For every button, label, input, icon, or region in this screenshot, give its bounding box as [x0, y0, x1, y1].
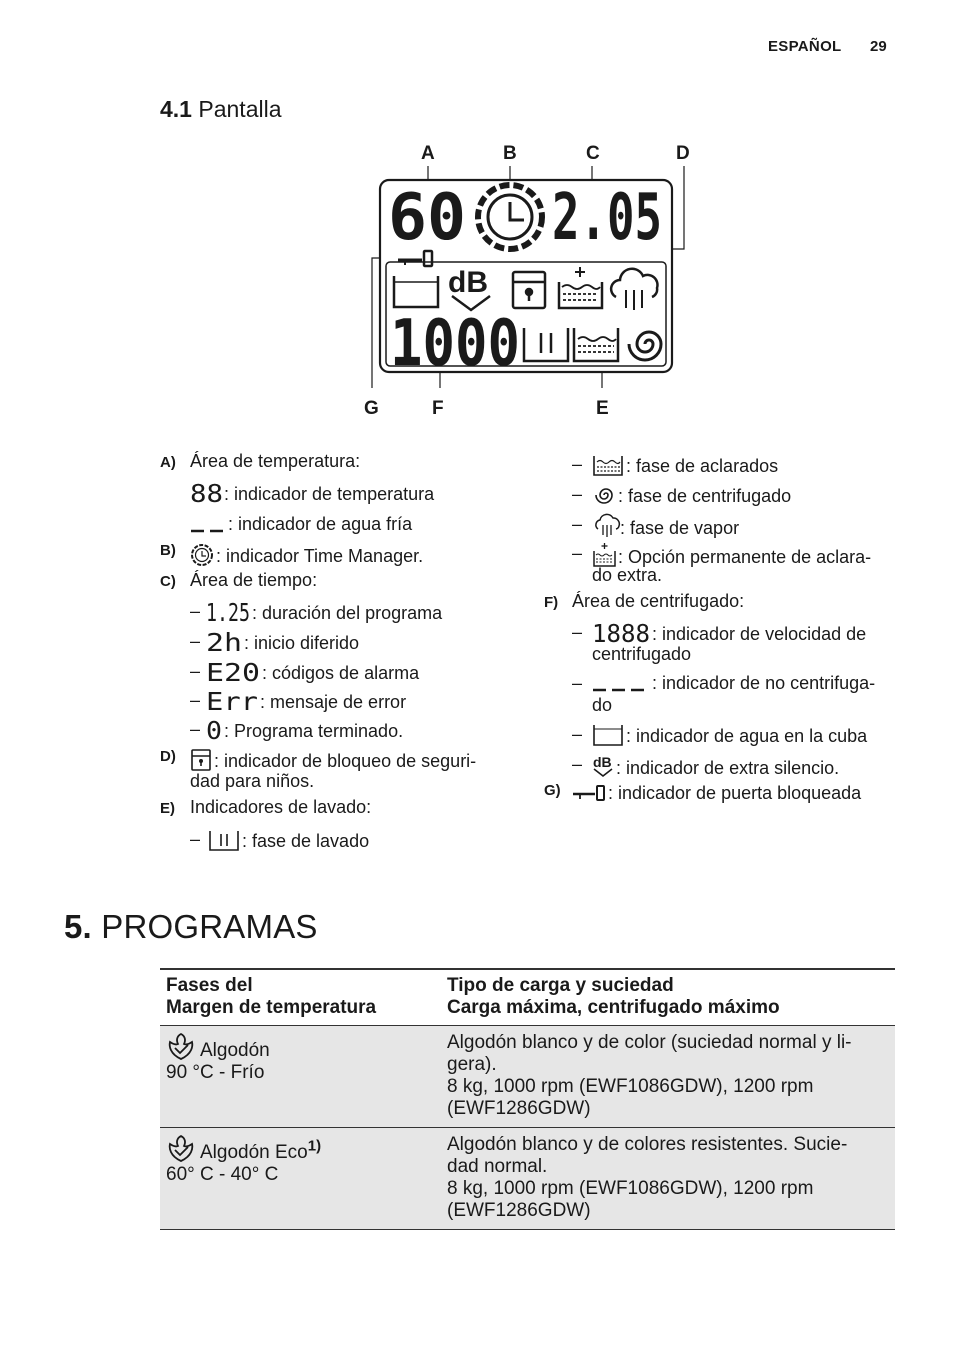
label-g: G — [364, 398, 379, 419]
time-digits: 2.05 — [552, 181, 662, 255]
page-number: 29 — [870, 38, 887, 55]
no-spin-icon — [592, 674, 652, 694]
header-language: ESPAÑOL — [768, 38, 842, 55]
spin-phase-small-icon — [592, 483, 618, 507]
footnote-marker: 1) — [307, 1137, 322, 1155]
legend-key-g: G) — [544, 782, 561, 799]
legend-f3: : indicador de agua en la cuba — [592, 723, 867, 747]
svg-text:dB: dB — [593, 754, 612, 770]
legend-b1: : indicador Time Manager. — [190, 543, 423, 567]
legend-f1: 1888 : indicador de velocidad de — [592, 619, 867, 648]
extra-silent-db-text: dB — [448, 266, 488, 299]
legend-e5-cont: do extra. — [592, 565, 663, 585]
label-b: B — [503, 143, 517, 164]
svg-text:E20: E20 — [206, 658, 260, 687]
label-f: F — [432, 398, 444, 419]
svg-text:Err: Err — [206, 687, 258, 716]
legend-c-title: Área de tiempo: — [190, 570, 318, 590]
label-c: C — [586, 143, 600, 164]
legend-g1: : indicador de puerta bloqueada — [572, 782, 861, 804]
legend-f2-cont: do — [592, 695, 613, 715]
program-cell — [160, 1026, 441, 1128]
legend-a2: : indicador de agua fría — [190, 513, 412, 535]
legend-c4: Err : mensaje de error — [206, 687, 407, 716]
table-row — [160, 1128, 895, 1230]
program-name: Algodón Eco — [200, 1142, 308, 1163]
legend-key-d: D) — [160, 748, 176, 765]
rinse-phase-small-icon — [592, 453, 626, 477]
legend-c2: 2h : inicio diferido — [206, 628, 360, 657]
spin-digits: 1000 — [390, 307, 520, 381]
legend-key-c: C) — [160, 573, 176, 590]
error-message-icon — [206, 687, 260, 716]
spin-speed-icon — [592, 619, 652, 648]
wash-phase-small-icon — [208, 828, 242, 852]
legend-key-f: F) — [544, 594, 559, 611]
legend-a-title: Área de temperatura: — [190, 451, 361, 471]
legend-e1: : fase de lavado — [208, 828, 369, 852]
table-header-load: Tipo de carga y suciedad Carga máxima, centrifugado máximo — [441, 969, 895, 1026]
program-cell — [160, 1128, 441, 1230]
legend-key-b: B) — [160, 542, 176, 559]
temperature-digits: 60 — [388, 181, 466, 255]
legend-key-a: A) — [160, 454, 176, 471]
cotton-icon — [166, 1032, 196, 1062]
legend-key-e: E) — [160, 800, 175, 817]
svg-text:0: 0 — [206, 716, 222, 745]
display-diagram — [360, 136, 700, 426]
program-name: Algodón — [200, 1040, 270, 1061]
svg-text:1.25: 1.25 — [206, 598, 250, 627]
clock-icon — [190, 543, 216, 567]
table-header-row — [160, 969, 895, 1026]
svg-text:88: 88 — [190, 479, 223, 508]
child-lock-small-icon — [190, 748, 214, 772]
legend-f-title: Área de centrifugado: — [572, 591, 745, 611]
legend-f4: dB : indicador de extra silencio. — [593, 754, 840, 778]
legend-c3: E20 : códigos de alarma — [206, 658, 420, 687]
program-temp: 60° C - 40° C — [166, 1164, 279, 1185]
program-duration-icon — [206, 598, 252, 627]
legend-f2: : indicador de no centrifuga- — [592, 672, 875, 694]
program-temp: 90 °C - Frío — [166, 1062, 265, 1083]
steam-phase-small-icon — [592, 513, 620, 539]
extra-silent-small-icon — [592, 753, 616, 779]
legend-e4: : fase de vapor — [592, 513, 739, 539]
section-number: 4.1 — [160, 96, 192, 122]
label-d: D — [676, 143, 690, 164]
legend-e-title: Indicadores de lavado: — [190, 797, 372, 817]
label-a: A — [421, 143, 435, 164]
programs-table — [160, 968, 895, 1230]
legend-e5: : Opción permanente de aclara- — [592, 542, 871, 568]
alarm-code-icon — [206, 658, 262, 687]
table-row — [160, 1026, 895, 1128]
water-in-drum-small-icon — [592, 723, 626, 747]
svg-text:1888: 1888 — [592, 619, 650, 648]
legend-a1: 88 : indicador de temperatura — [190, 479, 435, 508]
program-end-icon — [206, 716, 224, 745]
cotton-eco-icon — [166, 1134, 196, 1164]
section-title-display — [160, 96, 282, 123]
legend-e3: : fase de centrifugado — [592, 483, 791, 507]
legend-c1: 1.25 : duración del programa — [206, 598, 443, 627]
label-e: E — [596, 398, 609, 419]
section-5-name: PROGRAMAS — [101, 908, 318, 945]
legend-f1-cont: centrifugado — [592, 644, 692, 664]
section-5-number: 5. — [64, 908, 92, 945]
legend-c5: 0 : Programa terminado. — [206, 716, 404, 745]
program-description: Algodón blanco y de colores resistentes. Sucie- dad normal. 8 kg, 1000 rpm (EWF1086GDW), 1200 rpm (EWF1286GDW) — [441, 1128, 895, 1230]
section-name: Pantalla — [198, 96, 282, 122]
legend-e2: : fase de aclarados — [592, 453, 778, 477]
program-description: Algodón blanco y de color (suciedad normal y li- gera). 8 kg, 1000 rpm (EWF1086GDW), 1200 rpm (EWF1286GDW) — [441, 1026, 895, 1128]
table-header-phases: Fases del Margen de temperatura — [160, 969, 441, 1026]
door-locked-small-icon — [572, 782, 608, 804]
section-title-programs — [64, 908, 318, 946]
svg-text:2h: 2h — [206, 628, 242, 657]
delay-start-icon — [206, 628, 244, 657]
temperature-indicator-icon — [190, 479, 224, 508]
legend-d1: : indicador de bloqueo de seguri- — [190, 748, 476, 772]
legend-d1-cont: dad para niños. — [190, 771, 315, 791]
cold-water-icon — [190, 515, 228, 535]
